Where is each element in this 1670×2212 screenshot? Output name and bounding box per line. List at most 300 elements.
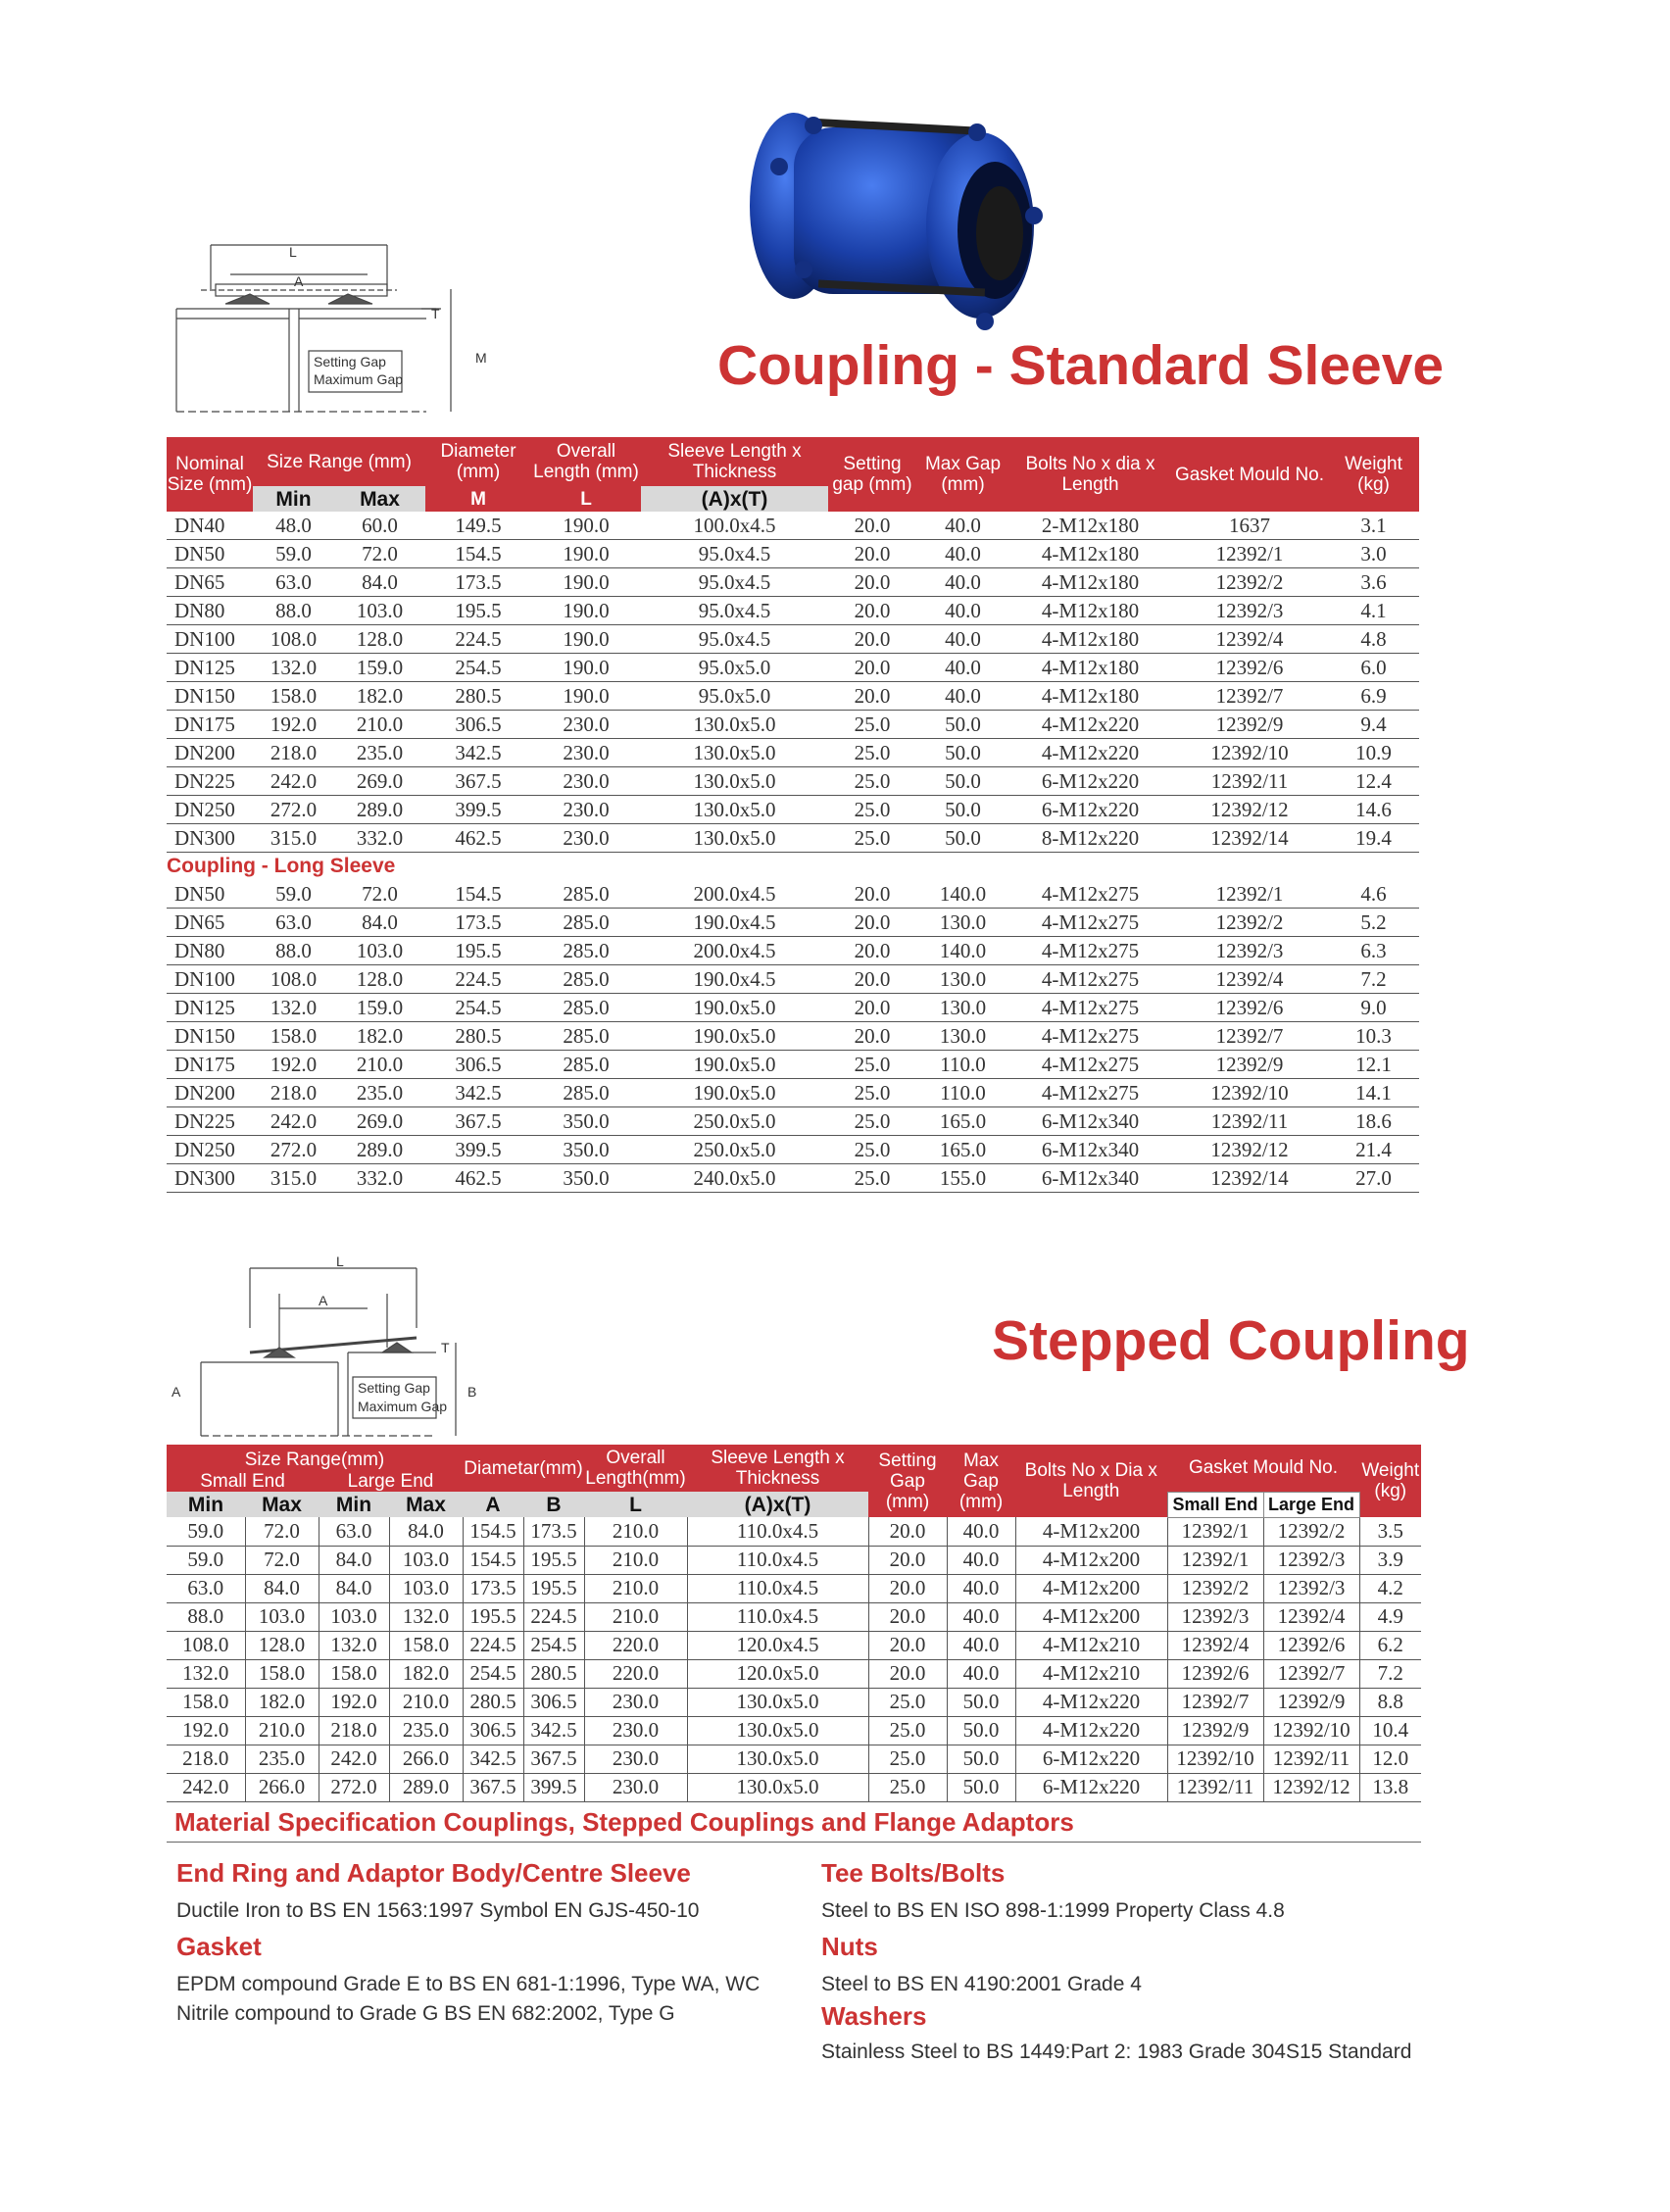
table-cell: 159.0 xyxy=(334,994,425,1022)
table-cell: 50.0 xyxy=(916,711,1009,739)
table-cell: 59.0 xyxy=(253,880,334,909)
table-cell: 40.0 xyxy=(916,597,1009,625)
table-cell: 4.2 xyxy=(1359,1574,1421,1602)
table-cell: 59.0 xyxy=(253,540,334,568)
stepped-coupling-title: Stepped Coupling xyxy=(992,1309,1470,1372)
table-cell: 173.5 xyxy=(463,1574,523,1602)
table-cell: 224.5 xyxy=(463,1631,523,1659)
table-cell: 103.0 xyxy=(334,597,425,625)
table-row xyxy=(167,625,1419,654)
table-cell: 130.0x5.0 xyxy=(641,767,828,796)
table-cell: 50.0 xyxy=(947,1745,1015,1773)
table-cell: 230.0 xyxy=(584,1773,687,1801)
table-cell: 4-M12x220 xyxy=(1009,711,1171,739)
table-cell: DN175 xyxy=(167,1051,253,1079)
standard-sleeve-title: Coupling - Standard Sleeve xyxy=(717,334,1445,397)
table-cell: 4-M12x275 xyxy=(1009,1022,1171,1051)
header-sleeve: Sleeve Length x Thickness xyxy=(687,1445,868,1492)
table-cell: 12392/11 xyxy=(1167,1773,1263,1801)
subheader-l: L xyxy=(531,486,641,512)
table-cell: 154.5 xyxy=(463,1546,523,1574)
table-cell: 12392/10 xyxy=(1171,1079,1328,1107)
table-cell: 224.5 xyxy=(425,625,531,654)
table-cell: 130.0 xyxy=(916,965,1009,994)
table-cell: 25.0 xyxy=(828,1079,916,1107)
table-cell: 192.0 xyxy=(167,1716,245,1745)
header-gasket: Gasket Mould No. xyxy=(1171,437,1328,512)
table-cell: 110.0x4.5 xyxy=(687,1574,868,1602)
table-cell: DN150 xyxy=(167,1022,253,1051)
table-cell: 108.0 xyxy=(167,1631,245,1659)
table-cell: 20.0 xyxy=(828,937,916,965)
table-cell: 269.0 xyxy=(334,1107,425,1136)
table-cell: 350.0 xyxy=(531,1107,641,1136)
table-cell: 100.0x4.5 xyxy=(641,512,828,540)
table-cell: 280.5 xyxy=(425,1022,531,1051)
table-cell: 332.0 xyxy=(334,1164,425,1193)
table-cell: 210.0 xyxy=(584,1546,687,1574)
table-cell: 10.3 xyxy=(1328,1022,1419,1051)
table-cell: 190.0 xyxy=(531,654,641,682)
table-cell: 72.0 xyxy=(245,1546,319,1574)
table-cell: 84.0 xyxy=(334,909,425,937)
table-cell: 84.0 xyxy=(334,568,425,597)
table-cell: 20.0 xyxy=(828,512,916,540)
table-cell: 218.0 xyxy=(319,1716,389,1745)
table-cell: 242.0 xyxy=(319,1745,389,1773)
table-cell: 4-M12x180 xyxy=(1009,597,1171,625)
table-cell: 210.0 xyxy=(389,1688,463,1716)
header-diameter: Diameter (mm) xyxy=(425,437,531,486)
table-row xyxy=(167,512,1419,540)
table-cell: 158.0 xyxy=(319,1659,389,1688)
table-cell: 306.5 xyxy=(463,1716,523,1745)
table-cell: 95.0x5.0 xyxy=(641,682,828,711)
table-cell: 20.0 xyxy=(828,880,916,909)
table-cell: 12392/2 xyxy=(1167,1574,1263,1602)
table-cell: 12392/1 xyxy=(1167,1546,1263,1574)
table-cell: 59.0 xyxy=(167,1517,245,1546)
table-cell: 25.0 xyxy=(828,711,916,739)
table-cell: 130.0x5.0 xyxy=(641,739,828,767)
table-cell: 285.0 xyxy=(531,937,641,965)
table-cell: 182.0 xyxy=(334,682,425,711)
table-row xyxy=(167,965,1419,994)
stepped-diagram-label-setting-gap: Setting Gap xyxy=(358,1380,430,1396)
table-cell: 220.0 xyxy=(584,1631,687,1659)
table-cell: 40.0 xyxy=(947,1631,1015,1659)
diagram-label-A: A xyxy=(294,273,304,289)
table-cell: 120.0x5.0 xyxy=(687,1659,868,1688)
spec-block-washers xyxy=(821,2001,1429,2067)
table-cell: 182.0 xyxy=(334,1022,425,1051)
table-cell: 12392/6 xyxy=(1171,994,1328,1022)
table-cell: DN100 xyxy=(167,965,253,994)
table-cell: 155.0 xyxy=(916,1164,1009,1193)
table-cell: 12392/9 xyxy=(1263,1688,1359,1716)
material-right-column xyxy=(821,1858,1429,2067)
table-cell: 2-M12x180 xyxy=(1009,512,1171,540)
table-row xyxy=(167,1136,1419,1164)
table-row xyxy=(167,682,1419,711)
table-cell: 306.5 xyxy=(425,711,531,739)
table-cell: DN300 xyxy=(167,824,253,853)
stepped-diagram-label-T: T xyxy=(441,1340,450,1355)
diagram-label-M: M xyxy=(475,350,487,366)
table-cell: 4-M12x220 xyxy=(1015,1688,1167,1716)
table-cell: 285.0 xyxy=(531,965,641,994)
table-cell: 4-M12x275 xyxy=(1009,965,1171,994)
table-cell: 285.0 xyxy=(531,1079,641,1107)
table-cell: 12.1 xyxy=(1328,1051,1419,1079)
header-size-range: Size Range(mm) xyxy=(167,1445,463,1470)
table-cell: 285.0 xyxy=(531,1022,641,1051)
table-cell: 12392/3 xyxy=(1263,1546,1359,1574)
table-cell: 4-M12x275 xyxy=(1009,1051,1171,1079)
table-cell: 50.0 xyxy=(916,767,1009,796)
table-cell: 4-M12x275 xyxy=(1009,994,1171,1022)
table-cell: 6-M12x340 xyxy=(1009,1136,1171,1164)
table-cell: 108.0 xyxy=(253,625,334,654)
table-cell: 130.0x5.0 xyxy=(641,824,828,853)
header-max-gap: Max Gap (mm) xyxy=(916,437,1009,512)
table-cell: 130.0 xyxy=(916,909,1009,937)
table-cell: 50.0 xyxy=(947,1773,1015,1801)
table-row xyxy=(167,909,1419,937)
table-cell: 4-M12x275 xyxy=(1009,1079,1171,1107)
table-cell: 4-M12x210 xyxy=(1015,1659,1167,1688)
header-sleeve: Sleeve Length x Thickness xyxy=(641,437,828,486)
table-cell: 165.0 xyxy=(916,1107,1009,1136)
table-cell: 132.0 xyxy=(253,994,334,1022)
table-cell: 25.0 xyxy=(868,1716,947,1745)
table-row xyxy=(167,1574,1421,1602)
table-row xyxy=(167,994,1419,1022)
table-cell: 289.0 xyxy=(334,1136,425,1164)
table-cell: 12392/3 xyxy=(1171,937,1328,965)
table-row xyxy=(167,597,1419,625)
table-cell: 25.0 xyxy=(828,767,916,796)
header-size-range: Size Range (mm) xyxy=(253,437,425,486)
header-bolts: Bolts No x Dia x Length xyxy=(1015,1445,1167,1517)
table-cell: 110.0x4.5 xyxy=(687,1546,868,1574)
table-cell: 230.0 xyxy=(584,1688,687,1716)
table-cell: 240.0x5.0 xyxy=(641,1164,828,1193)
table-cell: 128.0 xyxy=(334,625,425,654)
table-cell: 12392/12 xyxy=(1263,1773,1359,1801)
table-cell: 4-M12x275 xyxy=(1009,880,1171,909)
table-cell: DN50 xyxy=(167,880,253,909)
table-cell: 6-M12x220 xyxy=(1009,796,1171,824)
table-cell: 25.0 xyxy=(828,739,916,767)
table-cell: 6.9 xyxy=(1328,682,1419,711)
header-diameter: Diametar(mm) xyxy=(463,1445,584,1492)
table-cell: 332.0 xyxy=(334,824,425,853)
table-cell: 103.0 xyxy=(389,1546,463,1574)
table-cell: 19.4 xyxy=(1328,824,1419,853)
table-cell: 110.0x4.5 xyxy=(687,1602,868,1631)
table-cell: 4-M12x180 xyxy=(1009,625,1171,654)
table-cell: 25.0 xyxy=(828,824,916,853)
header-weight: Weight (kg) xyxy=(1328,437,1419,512)
table-cell: 12392/14 xyxy=(1171,1164,1328,1193)
table-cell: 4.1 xyxy=(1328,597,1419,625)
table-cell: 63.0 xyxy=(167,1574,245,1602)
table-cell: 192.0 xyxy=(319,1688,389,1716)
long-sleeve-label: Coupling - Long Sleeve xyxy=(167,855,396,877)
table-cell: 190.0x5.0 xyxy=(641,1022,828,1051)
table-cell: 88.0 xyxy=(253,937,334,965)
table-cell: 195.5 xyxy=(425,937,531,965)
table-cell: 12392/2 xyxy=(1171,909,1328,937)
table-cell: 182.0 xyxy=(245,1688,319,1716)
table-row xyxy=(167,1773,1421,1801)
table-cell: 285.0 xyxy=(531,1051,641,1079)
table-cell: 12392/11 xyxy=(1171,767,1328,796)
table-cell: DN65 xyxy=(167,909,253,937)
table-cell: 230.0 xyxy=(584,1716,687,1745)
table-row xyxy=(167,1602,1421,1631)
table-cell: 6-M12x220 xyxy=(1015,1745,1167,1773)
table-row xyxy=(167,1631,1421,1659)
stepped-diagram-label-A-side: A xyxy=(172,1384,181,1400)
table-cell: 12392/7 xyxy=(1171,682,1328,711)
table-cell: 128.0 xyxy=(245,1631,319,1659)
table-cell: 10.4 xyxy=(1359,1716,1421,1745)
table-cell: 3.0 xyxy=(1328,540,1419,568)
subheader-large-max: Max xyxy=(389,1492,463,1517)
spec-heading-bolts: Tee Bolts/Bolts xyxy=(821,1858,1006,1888)
table-cell: 20.0 xyxy=(828,625,916,654)
table-row xyxy=(167,1051,1419,1079)
table-cell: 4-M12x220 xyxy=(1015,1716,1167,1745)
table-cell: 4-M12x180 xyxy=(1009,568,1171,597)
table-cell: 235.0 xyxy=(334,739,425,767)
spec-block-bolts xyxy=(821,1858,1429,1926)
stepped-coupling-table xyxy=(167,1445,1421,1802)
table-cell: 40.0 xyxy=(916,540,1009,568)
table-cell: 12392/12 xyxy=(1171,796,1328,824)
spec-heading-end-ring: End Ring and Adaptor Body/Centre Sleeve xyxy=(176,1858,691,1888)
header-setting-gap: Setting Gap (mm) xyxy=(868,1445,947,1517)
table-cell: 367.5 xyxy=(425,767,531,796)
table-cell: 367.5 xyxy=(463,1773,523,1801)
table-cell: 95.0x4.5 xyxy=(641,625,828,654)
table-cell: 6-M12x340 xyxy=(1009,1107,1171,1136)
table-cell: DN200 xyxy=(167,1079,253,1107)
table-cell: 200.0x4.5 xyxy=(641,937,828,965)
table-cell: 190.0x5.0 xyxy=(641,1051,828,1079)
table-cell: 103.0 xyxy=(389,1574,463,1602)
table-cell: 218.0 xyxy=(253,1079,334,1107)
table-cell: 266.0 xyxy=(245,1773,319,1801)
table-cell: 130.0 xyxy=(916,1022,1009,1051)
table-cell: 25.0 xyxy=(828,1107,916,1136)
table-cell: 250.0x5.0 xyxy=(641,1136,828,1164)
subheader-l: L xyxy=(584,1492,687,1517)
table-row xyxy=(167,1107,1419,1136)
table-cell: DN80 xyxy=(167,597,253,625)
table-cell: 20.0 xyxy=(868,1574,947,1602)
table-cell: 12392/6 xyxy=(1171,654,1328,682)
table-cell: 132.0 xyxy=(167,1659,245,1688)
table-cell: DN150 xyxy=(167,682,253,711)
table-cell: 21.4 xyxy=(1328,1136,1419,1164)
diagram-label-L: L xyxy=(289,244,297,260)
long-sleeve-section-row xyxy=(167,853,1419,881)
table-cell: 12392/3 xyxy=(1167,1602,1263,1631)
table-cell: 13.8 xyxy=(1359,1773,1421,1801)
material-left-column xyxy=(176,1858,784,2029)
table-cell: 4.8 xyxy=(1328,625,1419,654)
table-cell: 12392/10 xyxy=(1263,1716,1359,1745)
table-cell: 266.0 xyxy=(389,1745,463,1773)
table-cell: 84.0 xyxy=(245,1574,319,1602)
table-cell: 40.0 xyxy=(916,512,1009,540)
table-cell: 462.5 xyxy=(425,824,531,853)
table-cell: 367.5 xyxy=(425,1107,531,1136)
table-row xyxy=(167,711,1419,739)
table-cell: 7.2 xyxy=(1328,965,1419,994)
table-cell: 12392/1 xyxy=(1167,1517,1263,1546)
table-cell: 192.0 xyxy=(253,1051,334,1079)
table-cell: 306.5 xyxy=(523,1688,584,1716)
table-cell: 12392/14 xyxy=(1171,824,1328,853)
table-cell: 195.5 xyxy=(425,597,531,625)
table-cell: 20.0 xyxy=(828,1022,916,1051)
table-cell: 6-M12x340 xyxy=(1009,1164,1171,1193)
table-cell: 84.0 xyxy=(319,1546,389,1574)
table-cell: DN100 xyxy=(167,625,253,654)
subheader-small-min: Min xyxy=(167,1492,245,1517)
table-cell: 200.0x4.5 xyxy=(641,880,828,909)
table-cell: 4.9 xyxy=(1359,1602,1421,1631)
table-cell: DN225 xyxy=(167,767,253,796)
table-cell: 130.0x5.0 xyxy=(641,796,828,824)
spec-text-gasket-1: EPDM compound Grade E to BS EN 681-1:1996, Type WA, WC xyxy=(176,1973,761,1995)
table-cell: 12392/10 xyxy=(1167,1745,1263,1773)
table-cell: 342.5 xyxy=(425,739,531,767)
table-cell: 159.0 xyxy=(334,654,425,682)
table-cell: 20.0 xyxy=(868,1631,947,1659)
table-cell: 230.0 xyxy=(531,739,641,767)
table-cell: 230.0 xyxy=(531,767,641,796)
spec-text-nuts: Steel to BS EN 4190:2001 Grade 4 xyxy=(821,1973,1142,1995)
table-cell: 350.0 xyxy=(531,1164,641,1193)
table-cell: 20.0 xyxy=(868,1517,947,1546)
table-cell: 254.5 xyxy=(463,1659,523,1688)
table-cell: 190.0 xyxy=(531,540,641,568)
stepped-coupling-diagram xyxy=(172,1254,495,1450)
header-gasket: Gasket Mould No. xyxy=(1167,1445,1359,1492)
table-cell: 25.0 xyxy=(828,796,916,824)
table-cell: 12392/12 xyxy=(1171,1136,1328,1164)
table-row xyxy=(167,1745,1421,1773)
table-cell: DN300 xyxy=(167,1164,253,1193)
header-nominal-size: Nominal Size (mm) xyxy=(167,437,253,512)
table-cell: DN175 xyxy=(167,711,253,739)
table-cell: 130.0x5.0 xyxy=(687,1716,868,1745)
table-cell: 154.5 xyxy=(425,540,531,568)
table-cell: 12392/7 xyxy=(1167,1688,1263,1716)
table-cell: 224.5 xyxy=(425,965,531,994)
table-cell: 12392/9 xyxy=(1171,1051,1328,1079)
table-row xyxy=(167,937,1419,965)
table-cell: 399.5 xyxy=(523,1773,584,1801)
table-row xyxy=(167,1688,1421,1716)
table-cell: 12392/2 xyxy=(1171,568,1328,597)
table-cell: 230.0 xyxy=(531,711,641,739)
stepped-diagram-label-A: A xyxy=(319,1293,328,1308)
table-cell: 4-M12x200 xyxy=(1015,1602,1167,1631)
table-cell: 230.0 xyxy=(531,824,641,853)
table-cell: 40.0 xyxy=(947,1517,1015,1546)
table-cell: 6-M12x220 xyxy=(1015,1773,1167,1801)
table-cell: DN125 xyxy=(167,654,253,682)
table-cell: 132.0 xyxy=(389,1602,463,1631)
subheader-gasket-small: Small End xyxy=(1167,1492,1263,1517)
diagram-label-setting-gap: Setting Gap xyxy=(314,354,386,369)
table-row xyxy=(167,824,1419,853)
table-cell: 210.0 xyxy=(334,1051,425,1079)
table-cell: 4-M12x220 xyxy=(1009,739,1171,767)
table-cell: 4-M12x200 xyxy=(1015,1517,1167,1546)
table-cell: 192.0 xyxy=(253,711,334,739)
table-cell: 5.2 xyxy=(1328,909,1419,937)
table-cell: 6.3 xyxy=(1328,937,1419,965)
table-cell: 195.5 xyxy=(523,1574,584,1602)
table-cell: 158.0 xyxy=(167,1688,245,1716)
table-cell: 462.5 xyxy=(425,1164,531,1193)
table-row xyxy=(167,1716,1421,1745)
table-cell: 140.0 xyxy=(916,880,1009,909)
table-cell: 12.0 xyxy=(1359,1745,1421,1773)
subheader-small-max: Max xyxy=(245,1492,319,1517)
table-cell: 190.0x4.5 xyxy=(641,965,828,994)
table-cell: 190.0 xyxy=(531,512,641,540)
table-cell: 190.0 xyxy=(531,568,641,597)
table-cell: 158.0 xyxy=(253,682,334,711)
table-cell: 399.5 xyxy=(425,1136,531,1164)
table-cell: 4-M12x210 xyxy=(1015,1631,1167,1659)
subheader-gasket-large: Large End xyxy=(1263,1492,1359,1517)
table-cell: 4-M12x180 xyxy=(1009,540,1171,568)
table-cell: 342.5 xyxy=(425,1079,531,1107)
table-cell: 4-M12x275 xyxy=(1009,909,1171,937)
table-cell: 280.5 xyxy=(463,1688,523,1716)
table-cell: 220.0 xyxy=(584,1659,687,1688)
table-cell: 130.0x5.0 xyxy=(687,1688,868,1716)
table-cell: 20.0 xyxy=(828,965,916,994)
table-row xyxy=(167,1022,1419,1051)
table-cell: 120.0x4.5 xyxy=(687,1631,868,1659)
header-bolts: Bolts No x dia x Length xyxy=(1009,437,1171,512)
table-cell: 280.5 xyxy=(425,682,531,711)
stepped-diagram-label-L: L xyxy=(336,1254,344,1269)
table-cell: 165.0 xyxy=(916,1136,1009,1164)
table-cell: 72.0 xyxy=(245,1517,319,1546)
spec-text-washers: Stainless Steel to BS 1449:Part 2: 1983 Grade 304S15 Standard xyxy=(821,2040,1412,2063)
table-cell: 12392/6 xyxy=(1167,1659,1263,1688)
table-cell: 12392/3 xyxy=(1171,597,1328,625)
table-cell: 95.0x4.5 xyxy=(641,568,828,597)
table-cell: 12392/4 xyxy=(1171,625,1328,654)
spec-heading-washers: Washers xyxy=(821,2001,927,2031)
table-cell: 8.8 xyxy=(1359,1688,1421,1716)
table-cell: 40.0 xyxy=(947,1546,1015,1574)
table-cell: DN200 xyxy=(167,739,253,767)
table-cell: 269.0 xyxy=(334,767,425,796)
